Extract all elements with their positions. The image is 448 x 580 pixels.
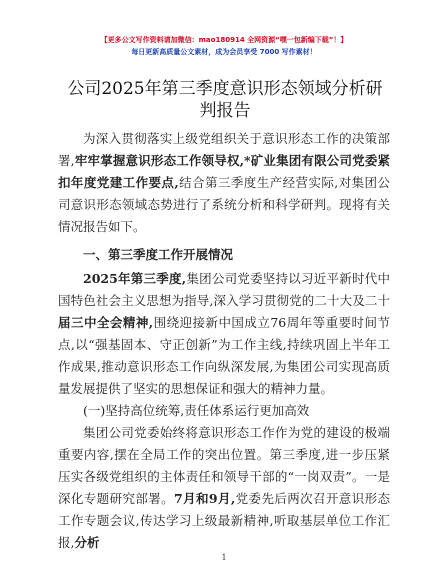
- para2-text-3-bold: 届三中全会精神,: [58, 315, 154, 330]
- section-heading-1: [58, 244, 390, 266]
- subheading-1: [58, 400, 390, 422]
- para2-text-2: 集团公司党委坚持以习近平新时代中国特色社会主义思想为指导,深入学习贯彻党的二十大及二十: [58, 271, 390, 308]
- intro-text-2-bold: 牢牢掌握意识形态工作领导权,*矿业集团有限公司党委紧: [74, 153, 390, 168]
- intro-text-1: 为深入贯彻落实上级党组织关于意识形态工作的决策部署,: [58, 131, 390, 168]
- para3-text-1: 集团公司党委始终将意识形态工作作为党的建设的极端重要内容,摆在全局工作的突出位置。第三季度,进一步压紧压实各级党组织的主体责任和领导干部的“一岗双责”。一是深化专题研究部署。: [58, 425, 390, 506]
- document-body: [58, 128, 390, 554]
- intro-text-3-bold: 扣年度党建工作要点,: [58, 175, 179, 190]
- para3-text-4-bold: 分析: [74, 535, 100, 550]
- promo-banner-line1: 【更多公文写作资料请加微信：mao180914 全网资源“嘿一包新编下载”！】: [100, 36, 348, 44]
- intro-paragraph: [58, 128, 390, 238]
- section-heading-1-text: 一、第三季度工作开展情况: [83, 247, 234, 262]
- para3-text-3: 党委先后两次召开意识形态工作专题会议,传达学习上级最新精神,听取基层单位工作汇报,: [58, 491, 390, 550]
- para3-text-2-bold: 7月和9月,: [174, 491, 236, 506]
- paragraph-2: [58, 268, 390, 400]
- document-title: 公司2025年第三季度意识形态领域分析研判报告: [67, 79, 383, 121]
- promo-banner-line2: 每日更新高质量公文素材，成为会员享受 7000 写作素材！: [131, 48, 317, 56]
- intro-text-4: 结合第三季度生产经营实际,对集团公司意识形态领域态势进行了系统分析和科学研判。现将有关情况报告如下。: [58, 175, 390, 234]
- paragraph-3: [58, 422, 390, 554]
- page-number: 1: [221, 553, 227, 562]
- subheading-1-text: (一)坚持高位统筹,责任体系运行更加高效: [83, 403, 310, 418]
- para2-text-4: 围绕迎接新中国成立76周年等重要时间节点,以“强基固本、守正创新”为工作主线,持续巩固上半年工作成果,推动意识形态工作向纵深发展,为集团公司实现高质量发展提供了坚实的思想保证和强大的精神力量。: [58, 315, 390, 396]
- para2-text-1-bold: 2025年第三季度,: [83, 271, 187, 286]
